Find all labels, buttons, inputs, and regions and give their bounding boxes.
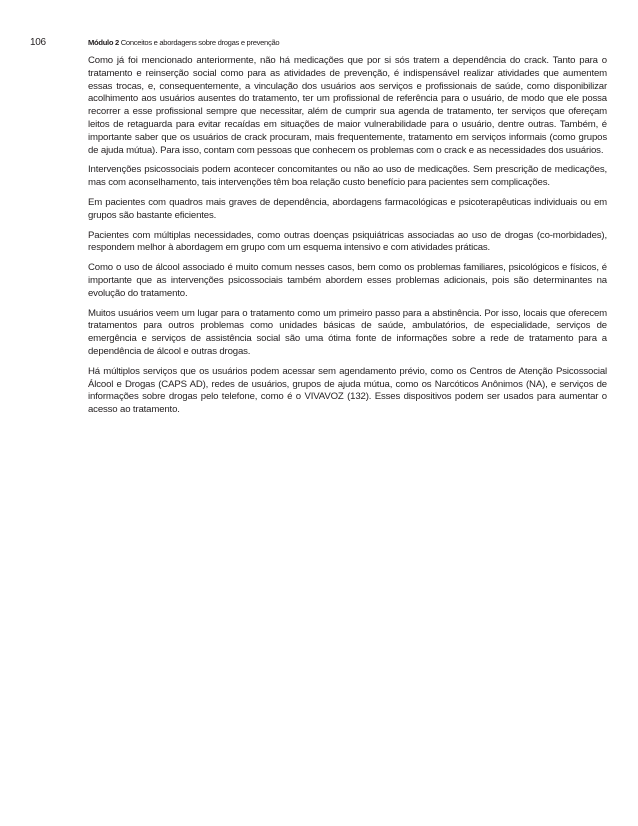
- paragraph: Pacientes com múltiplas necessidades, como outras doenças psiquiátricas associadas ao uso de drogas (co-morbidades), respondem melhor à abordagem em grupo com um esquema intensivo e com atividades práticas.: [88, 229, 607, 254]
- page-number: 106: [30, 37, 46, 48]
- body-text: [88, 55, 607, 424]
- paragraph: Como já foi mencionado anteriormente, não há medicações que por si sós tratem a dependência do crack. Tanto para o tratamento e reinserção social como para as atividades de prevenção, é indispensável realizar atividades que aumentem essas trocas, e, consequentemente, a vinculação dos usuários aos serviços e profissionais de saúde, como disponibilizar acolhimento aos usuários ausentes do tratamento, ter um profissional de referência para o usuário, de modo que ele possa recorrer a esse profissional sempre que necessitar, além de cumprir sua agenda de tratamento, ter serviços que ofereçam leitos de retaguarda para evitar recaídas em situações de maior vulnerabilidade para o usuário, dentre outras. Também, é importante saber que os usuários de crack procuram, mais frequentemente, tratamento em serviços informais (como grupos de ajuda mútua). Para isso, contam com pessoas que conhecem os problemas com o crack e as necessidades dos usuários.: [88, 55, 607, 156]
- paragraph: Há múltiplos serviços que os usuários podem acessar sem agendamento prévio, como os Centros de Atenção Psicossocial Álcool e Drogas (CAPS AD), redes de usuários, grupos de ajuda mútua, como os Narcóticos Anônimos (NA), e serviços de informações sobre drogas pelo telefone, como é o VIVAVOZ (132). Esses dispositivos podem ser usados para aumentar o acesso ao tratamento.: [88, 365, 607, 416]
- running-header: [88, 38, 279, 47]
- module-title: Conceitos e abordagens sobre drogas e prevenção: [120, 38, 280, 47]
- paragraph: Como o uso de álcool associado é muito comum nesses casos, bem como os problemas familiares, psicológicos e físicos, é importante que as intervenções psicossociais também abordem esses problemas adicionais, pois são determinantes na evolução do tratamento.: [88, 262, 607, 299]
- module-label: Módulo 2: [88, 38, 119, 47]
- paragraph: Em pacientes com quadros mais graves de dependência, abordagens farmacológicas e psicoterapêuticas individuais ou em grupos são bastante eficientes.: [88, 196, 607, 221]
- paragraph: Intervenções psicossociais podem acontecer concomitantes ou não ao uso de medicações. Sem prescrição de medicações, mas com aconselhamento, tais intervenções têm boa relação custo benefício para pacientes sem complicações.: [88, 164, 607, 189]
- paragraph: Muitos usuários veem um lugar para o tratamento como um primeiro passo para a abstinência. Por isso, locais que oferecem tratamentos para outros problemas como unidades básicas de saúde, ambulatórios, de especialidade, serviços de emergência e serviços de assistência social são uma ótima fonte de informações sobre a rede de tratamento para a dependência de álcool e outras drogas.: [88, 307, 607, 357]
